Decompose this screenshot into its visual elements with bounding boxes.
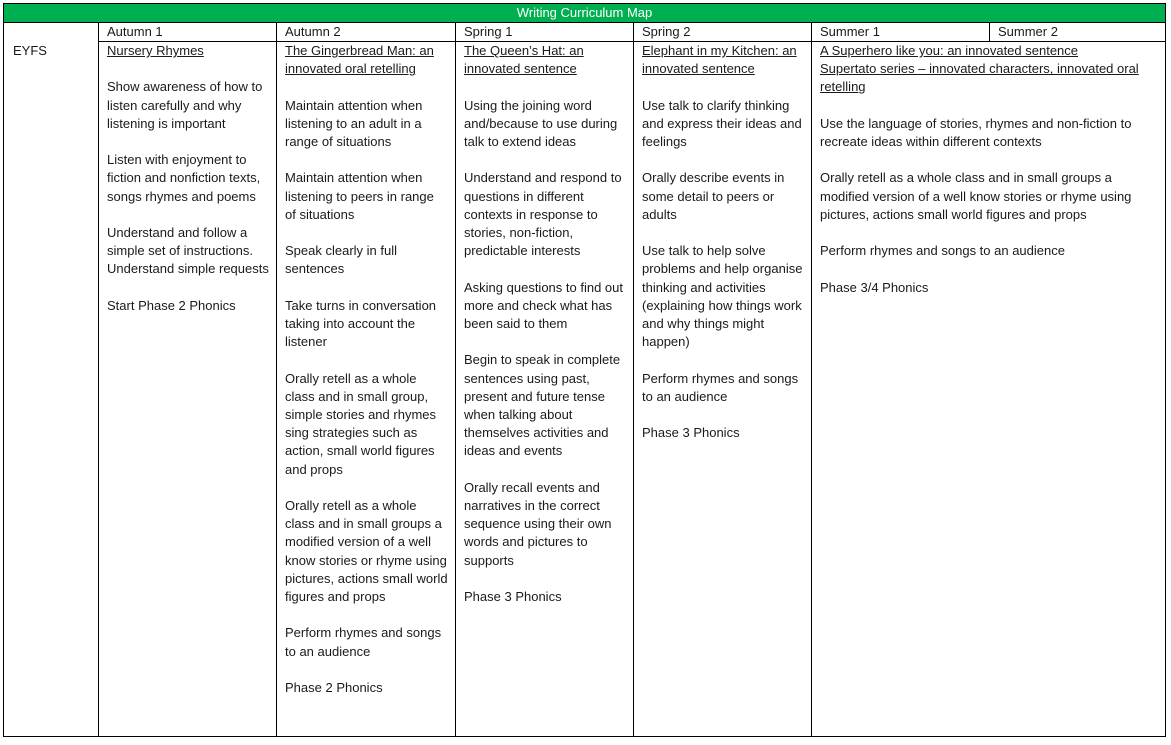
objective: Show awareness of how to listen carefully and why listening is important bbox=[107, 79, 263, 131]
objective: Perform rhymes and songs to an audience bbox=[642, 370, 799, 404]
objective: Take turns in conversation taking into account the listener bbox=[285, 297, 437, 350]
objective: Perform rhymes and songs to an audience bbox=[285, 625, 442, 659]
column-divider bbox=[98, 22, 99, 736]
table-title: Writing Curriculum Map bbox=[4, 4, 1165, 23]
cell-spring-2 bbox=[642, 42, 805, 461]
objective: Orally describe events in some detail to peers or adults bbox=[642, 170, 785, 222]
cell-summer bbox=[820, 42, 1158, 315]
column-divider bbox=[276, 22, 277, 736]
objective: Orally retell as a whole class and in small groups a modified version of a well know stories or rhyme using pictures, actions small world figures and props bbox=[820, 170, 1132, 222]
objective: Orally retell as a whole class and in small groups a modified version of a well know stories or rhyme using pictures, actions small world figures and props bbox=[285, 497, 448, 604]
objective: Phase 3/4 Phonics bbox=[820, 279, 929, 295]
objective: Understand and respond to questions in different contexts in response to stories, non-fiction, predictable interests bbox=[464, 170, 622, 259]
column-divider bbox=[811, 22, 812, 736]
objective: Begin to speak in complete sentences using past, present and future tense when talking about themselves activities and ideas and events bbox=[464, 352, 621, 459]
objective: Asking questions to find out more and check what has been said to them bbox=[464, 279, 623, 331]
header-summer-2: Summer 2 bbox=[998, 24, 1058, 39]
topic-title: The Queen’s Hat: an innovated sentence bbox=[464, 43, 584, 77]
cell-autumn-2 bbox=[285, 42, 448, 715]
topic-title: Elephant in my Kitchen: an innovated sentence bbox=[642, 43, 797, 77]
objective: Use the language of stories, rhymes and non-fiction to recreate ideas within different contexts bbox=[820, 115, 1132, 149]
objective: Understand and follow a simple set of instructions. Understand simple requests bbox=[107, 224, 269, 277]
objective: Speak clearly in full sentences bbox=[285, 243, 397, 277]
objective: Orally retell as a whole class and in small group, simple stories and rhymes sing strategies such as action, small world figures and props bbox=[285, 370, 436, 477]
header-spring-1: Spring 1 bbox=[464, 24, 513, 39]
topic-title: A Superhero like you: an innovated sentence bbox=[820, 43, 1079, 58]
objective: Phase 3 Phonics bbox=[642, 425, 740, 441]
header-autumn-1: Autumn 1 bbox=[107, 24, 163, 39]
objective: Start Phase 2 Phonics bbox=[107, 297, 236, 313]
objective: Phase 3 Phonics bbox=[464, 589, 562, 604]
column-divider bbox=[455, 22, 456, 736]
topic-title: Nursery Rhymes bbox=[107, 43, 204, 58]
topic-title: The Gingerbread Man: an innovated oral retelling bbox=[285, 43, 434, 77]
objective: Listen with enjoyment to fiction and nonfiction texts, songs rhymes and poems bbox=[107, 152, 261, 204]
column-divider bbox=[989, 22, 990, 41]
curriculum-table bbox=[3, 3, 1166, 737]
objective: Perform rhymes and songs to an audience bbox=[820, 243, 1065, 259]
objective: Using the joining word and/because to use during talk to extend ideas bbox=[464, 97, 618, 149]
cell-autumn-1 bbox=[107, 42, 269, 333]
objective: Phase 2 Phonics bbox=[285, 679, 383, 695]
header-autumn-2: Autumn 2 bbox=[285, 24, 341, 39]
topic-subtitle: Supertato series – innovated characters, innovated oral retelling bbox=[820, 61, 1139, 95]
year-label: EYFS bbox=[13, 43, 47, 58]
objective: Orally recall events and narratives in the correct sequence using their own words and pictures to supports bbox=[464, 479, 612, 568]
objective: Maintain attention when listening to an adult in a range of situations bbox=[285, 97, 423, 149]
cell-spring-1 bbox=[464, 42, 626, 624]
header-summer-1: Summer 1 bbox=[820, 24, 880, 39]
objective: Maintain attention when listening to peers in range of situations bbox=[285, 170, 434, 222]
objective: Use talk to help solve problems and help organise thinking and activities (explaining how things work and why things might happen) bbox=[642, 243, 803, 350]
column-divider bbox=[633, 22, 634, 736]
header-spring-2: Spring 2 bbox=[642, 24, 691, 39]
objective: Use talk to clarify thinking and express their ideas and feelings bbox=[642, 97, 802, 149]
